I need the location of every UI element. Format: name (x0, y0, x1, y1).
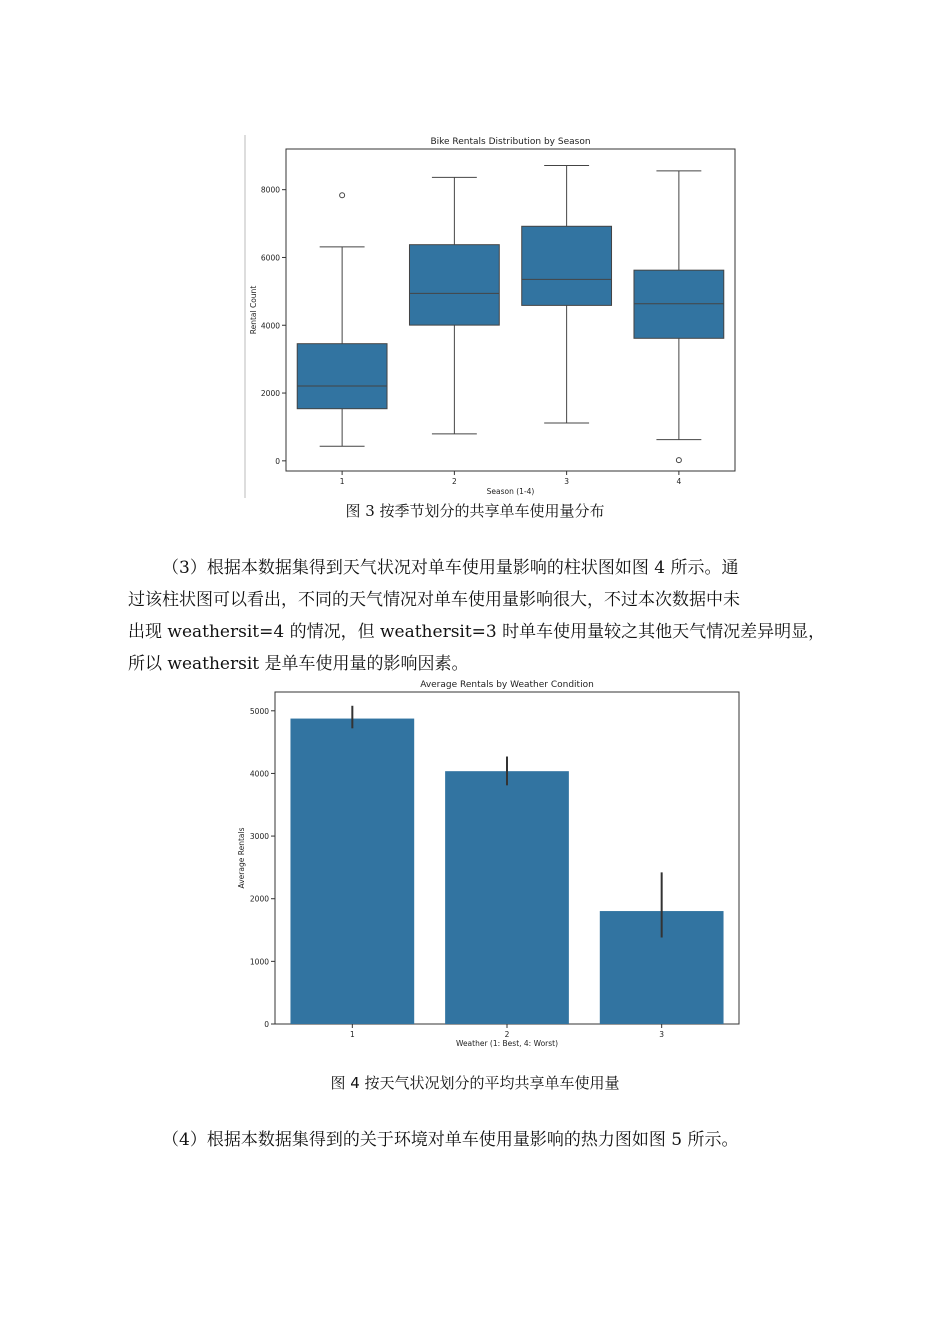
bar-weather-2 (445, 771, 569, 1024)
y-axis-label: Rental Count (249, 285, 258, 335)
y-axis-label: Average Rentals (237, 827, 246, 889)
weather-bar-chart (232, 676, 752, 1054)
y-tick-label: 4000 (260, 321, 280, 331)
y-tick-label: 5000 (249, 706, 269, 716)
season-boxplot-chart (240, 130, 750, 502)
paragraph-3-line-3: 出现 weathersit=4 的情况，但 weathersit=3 时单车使用量较之其他天气情况差异明显， (128, 622, 826, 642)
outlier-point (676, 458, 681, 463)
paragraph-3-line-2: 过该柱状图可以看出，不同的天气情况对单车使用量影响很大，不过本次数据中未 (128, 590, 740, 610)
figure-3 (240, 130, 750, 502)
y-tick-label: 3000 (249, 832, 269, 842)
figure-3-caption: 图 3 按季节划分的共享单车使用量分布 (345, 502, 605, 520)
y-tick-label: 2000 (260, 389, 280, 399)
paragraph-3-line-4: 所以 weathersit 是单车使用量的影响因素。 (128, 654, 469, 674)
chart-title: Bike Rentals Distribution by Season (430, 137, 591, 147)
y-tick-label: 0 (275, 456, 280, 466)
x-tick-label: 4 (676, 477, 682, 486)
box-season-2 (409, 245, 499, 325)
x-tick-label: 1 (349, 1030, 355, 1039)
outlier-point (340, 193, 345, 198)
figure-4-caption: 图 4 按天气状况划分的平均共享单车使用量 (330, 1074, 620, 1092)
box-season-1 (297, 344, 387, 409)
x-tick-label: 3 (659, 1030, 665, 1039)
x-tick-label: 2 (451, 477, 457, 486)
x-tick-label: 1 (339, 477, 345, 486)
box-season-3 (522, 226, 612, 305)
paragraph-3 (128, 552, 828, 680)
figure-4 (232, 676, 752, 1054)
x-axis-label: Weather (1: Best, 4: Worst) (455, 1039, 559, 1048)
paragraph-4-line-1: （4）根据本数据集得到的关于环境对单车使用量影响的热力图如图 5 所示。 (162, 1130, 739, 1150)
chart-title: Average Rentals by Weather Condition (420, 680, 594, 690)
x-axis-label: Season (1-4) (486, 487, 535, 496)
paragraph-3-line-1: （3）根据本数据集得到天气状况对单车使用量影响的柱状图如图 4 所示。通 (162, 558, 739, 578)
bar-weather-1 (290, 719, 414, 1024)
y-tick-label: 6000 (260, 253, 280, 263)
y-tick-label: 0 (264, 1020, 269, 1029)
y-tick-label: 1000 (249, 957, 269, 967)
x-tick-label: 3 (564, 477, 570, 486)
x-tick-label: 2 (504, 1030, 510, 1039)
y-tick-label: 2000 (249, 894, 269, 904)
y-tick-label: 8000 (260, 185, 280, 195)
y-tick-label: 4000 (249, 769, 269, 779)
paragraph-4 (128, 1124, 828, 1156)
